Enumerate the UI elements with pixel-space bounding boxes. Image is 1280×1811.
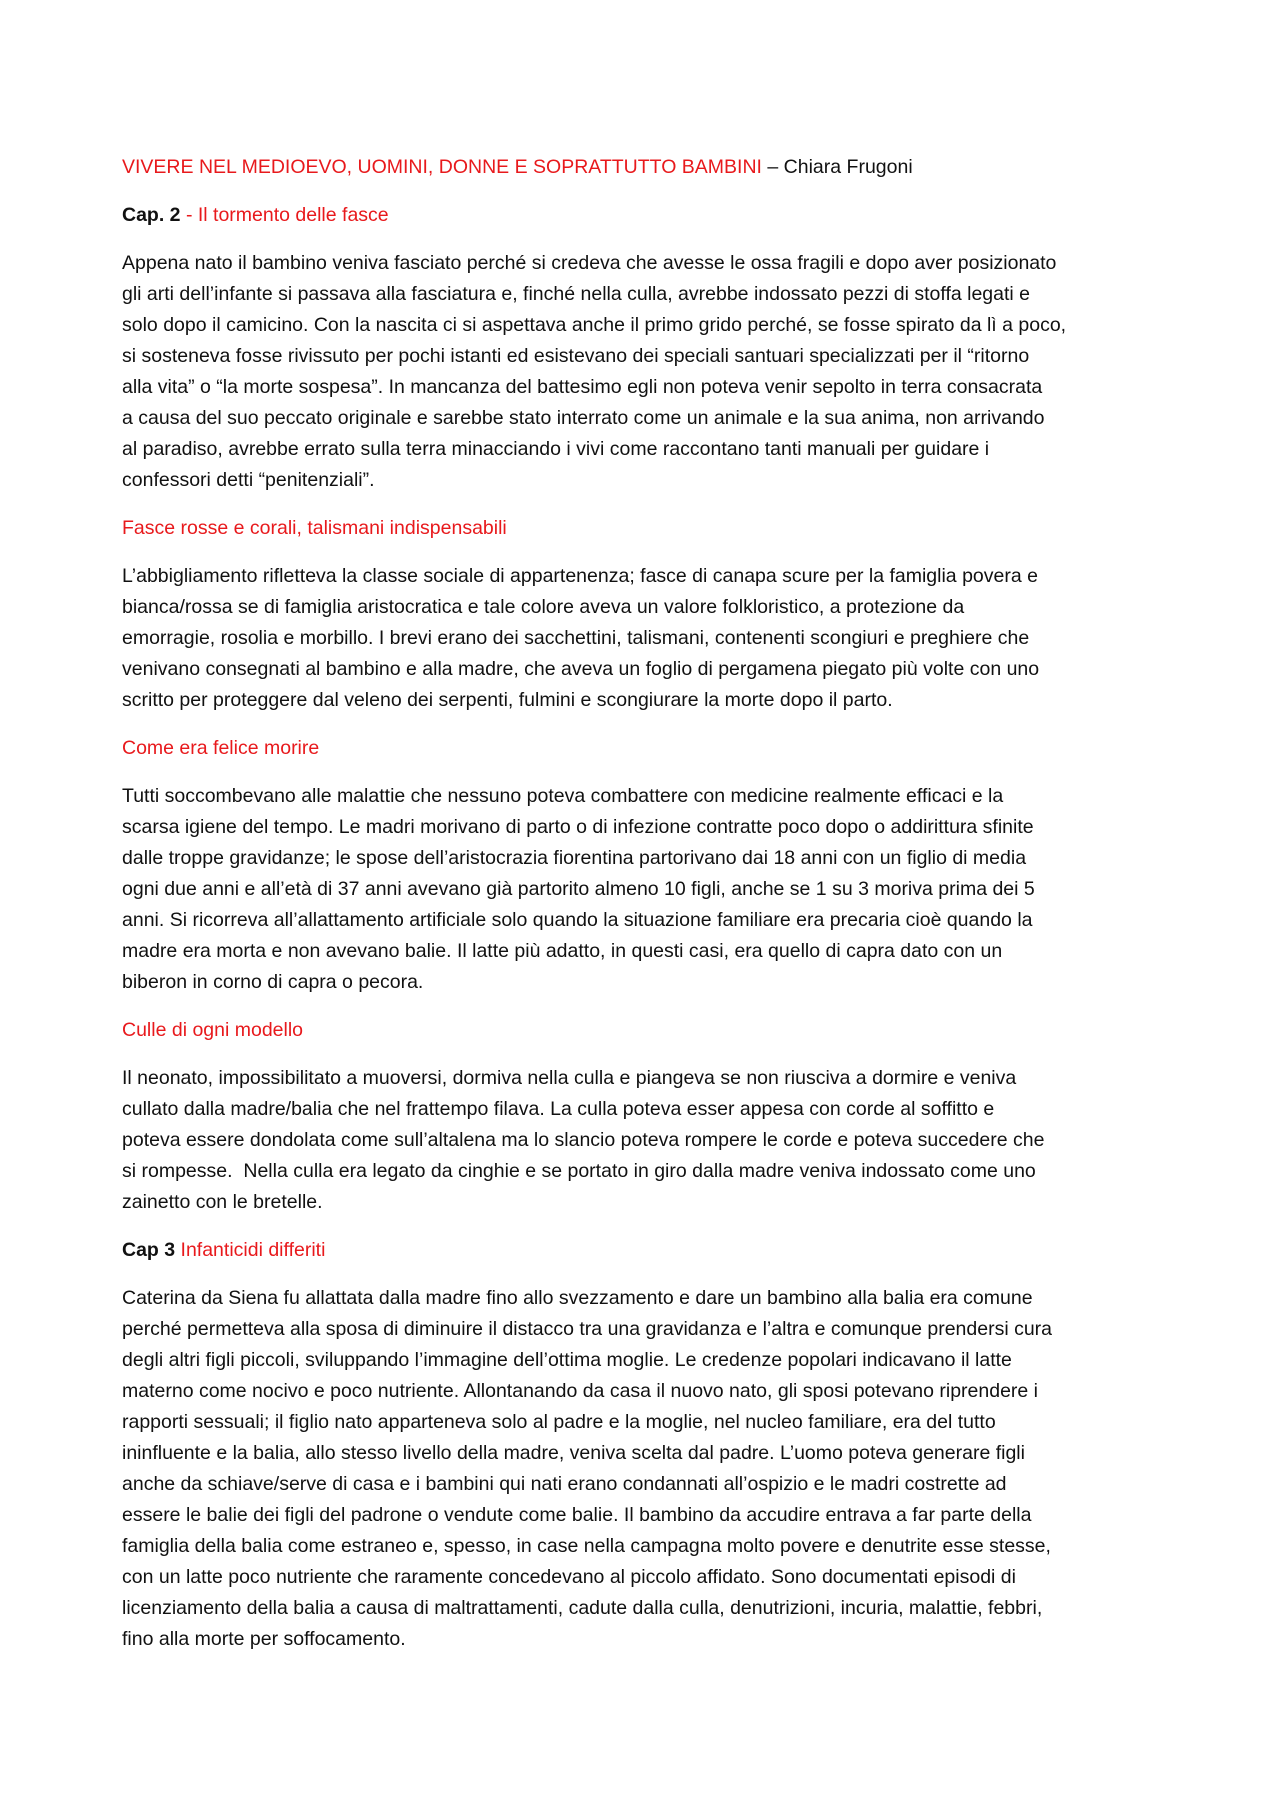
chapter-label: Cap 3 xyxy=(122,1239,176,1261)
paragraph-line: L’abbigliamento rifletteva la classe sociale di appartenenza; fasce di canapa scure per la famiglia povera e xyxy=(122,565,1038,587)
paragraph-line: Appena nato il bambino veniva fasciato perché si credeva che avesse le ossa fragili e dopo aver posizionato xyxy=(122,252,1057,274)
paragraph-line: scritto per proteggere dal veleno dei serpenti, fulmini e scongiurare la morte dopo il parto. xyxy=(122,689,893,711)
paragraph-line: venivano consegnati al bambino e alla madre, che aveva un foglio di pergamena piegato più volte con uno xyxy=(122,658,1040,680)
section-title: Culle di ogni modello xyxy=(122,1019,304,1041)
paragraph-line: famiglia della balia come estraneo e, spesso, in case nella campagna molto povere e denutrite esse stesse, xyxy=(122,1535,1051,1557)
section-culle-paragraph xyxy=(122,1063,1172,1218)
paragraph-line: anni. Si ricorreva all’allattamento artificiale solo quando la situazione familiare era precaria cioè quando la xyxy=(122,909,1033,931)
title-line xyxy=(122,152,1172,183)
document-title xyxy=(122,152,1172,183)
paragraph-line: Tutti soccombevano alle malattie che nessuno poteva combattere con medicine realmente efficaci e la xyxy=(122,785,1004,807)
section-culle-heading xyxy=(122,1015,1172,1046)
chapter-title: Infanticidi differiti xyxy=(180,1239,326,1261)
chapter-separator: - xyxy=(180,204,198,226)
chapter-2-heading xyxy=(122,200,1172,231)
paragraph-line: anche da schiave/serve di casa e i bambini qui nati erano condannati all’ospizio e le madri costrette ad xyxy=(122,1473,1007,1495)
title-separator: – xyxy=(761,156,784,178)
paragraph-line: confessori detti “penitenziali”. xyxy=(122,469,375,491)
chapter-label: Cap. 2 xyxy=(122,204,181,226)
paragraph-line: Il neonato, impossibilitato a muoversi, dormiva nella culla e piangeva se non riusciva a dormire e veniva xyxy=(122,1067,1017,1089)
paragraph-line: al paradiso, avrebbe errato sulla terra minacciando i vivi come raccontano tanti manuali per guidare i xyxy=(122,438,990,460)
paragraph-line: poteva essere dondolata come sull’altalena ma lo slancio poteva rompere le corde e poteva succedere che xyxy=(122,1129,1045,1151)
paragraph-line: ininfluente e la balia, allo stesso livello della madre, veniva scelta dal padre. L’uomo poteva generare figli xyxy=(122,1442,1025,1464)
chapter-heading-line xyxy=(122,1235,1172,1266)
paragraph-line: perché permetteva alla sposa di diminuire il distacco tra una gravidanza e l’altra e comunque prendersi cura xyxy=(122,1318,1053,1340)
section-fasce-heading xyxy=(122,513,1172,544)
paragraph-line: zainetto con le bretelle. xyxy=(122,1191,323,1213)
section-morire-heading xyxy=(122,733,1172,764)
paragraph-line: gli arti dell’infante si passava alla fasciatura e, finché nella culla, avrebbe indossato pezzi di stoffa legati e xyxy=(122,283,1031,305)
paragraph-line: licenziamento della balia a causa di maltrattamenti, cadute dalla culla, denutrizioni, incuria, malattie, febbri, xyxy=(122,1597,1043,1619)
paragraph-line: si sosteneva fosse rivissuto per pochi istanti ed esistevano dei speciali santuari specializzati per il “ritorno xyxy=(122,345,1030,367)
paragraph-line: bianca/rossa se di famiglia aristocratica e tale colore aveva un valore folkloristico, a protezione da xyxy=(122,596,965,618)
paragraph-line: rapporti sessuali; il figlio nato apparteneva solo al padre e la moglie, nel nucleo familiare, era del tutto xyxy=(122,1411,996,1433)
paragraph-line: ogni due anni e all’età di 37 anni avevano già partorito almeno 10 figli, anche se 1 su 3 moriva prima dei 5 xyxy=(122,878,1035,900)
paragraph-line: alla vita” o “la morte sospesa”. In mancanza del battesimo egli non poteva venir sepolto in terra consacrata xyxy=(122,376,1043,398)
book-title: VIVERE NEL MEDIOEVO, UOMINI, DONNE E SOPRATTUTTO BAMBINI xyxy=(122,156,762,178)
paragraph-line: biberon in corno di capra o pecora. xyxy=(122,971,424,993)
document-page xyxy=(122,152,1172,1672)
chapter-3-heading xyxy=(122,1235,1172,1266)
paragraph-line: essere le balie dei figli del padrone o vendute come balie. Il bambino da accudire entrava a far parte della xyxy=(122,1504,1032,1526)
paragraph-line: degli altri figli piccoli, sviluppando l’immagine dell’ottima moglie. Le credenze popolari indicavano il latte xyxy=(122,1349,1012,1371)
paragraph-line: con un latte poco nutriente che raramente concedevano al piccolo affidato. Sono documentati episodi di xyxy=(122,1566,1016,1588)
chapter-2-paragraph xyxy=(122,248,1172,496)
section-title: Fasce rosse e corali, talismani indispensabili xyxy=(122,517,507,539)
paragraph-line: materno come nocivo e poco nutriente. Allontanando da casa il nuovo nato, gli sposi potevano riprendere i xyxy=(122,1380,1039,1402)
paragraph-line: scarsa igiene del tempo. Le madri morivano di parto o di infezione contratte poco dopo o addirittura sfinite xyxy=(122,816,1034,838)
paragraph-line: dalle troppe gravidanze; le spose dell’aristocrazia fiorentina partorivano dai 18 anni con un figlio di media xyxy=(122,847,1027,869)
paragraph-line: cullato dalla madre/balia che nel frattempo filava. La culla poteva esser appesa con corde al soffitto e xyxy=(122,1098,995,1120)
book-author: Chiara Frugoni xyxy=(783,156,913,178)
paragraph-line: a causa del suo peccato originale e sarebbe stato interrato come un animale e la sua anima, non arrivando xyxy=(122,407,1045,429)
paragraph-line: solo dopo il camicino. Con la nascita ci si aspettava anche il primo grido perché, se fosse spirato da lì a poco, xyxy=(122,314,1067,336)
paragraph-line: emorragie, rosolia e morbillo. I brevi erano dei sacchettini, talismani, contenenti scongiuri e preghiere che xyxy=(122,627,1030,649)
paragraph-line: Caterina da Siena fu allattata dalla madre fino allo svezzamento e dare un bambino alla balia era comune xyxy=(122,1287,1033,1309)
section-morire-paragraph xyxy=(122,781,1172,998)
chapter-heading-line xyxy=(122,200,1172,231)
chapter-title: Il tormento delle fasce xyxy=(197,204,389,226)
paragraph-line: madre era morta e non avevano balie. Il latte più adatto, in questi casi, era quello di capra dato con un xyxy=(122,940,1003,962)
chapter-3-paragraph xyxy=(122,1283,1172,1655)
section-fasce-paragraph xyxy=(122,561,1172,716)
paragraph-line: fino alla morte per soffocamento. xyxy=(122,1628,406,1650)
paragraph-line: si rompesse. Nella culla era legato da cinghie e se portato in giro dalla madre veniva indossato come uno xyxy=(122,1160,1036,1182)
section-title: Come era felice morire xyxy=(122,737,320,759)
